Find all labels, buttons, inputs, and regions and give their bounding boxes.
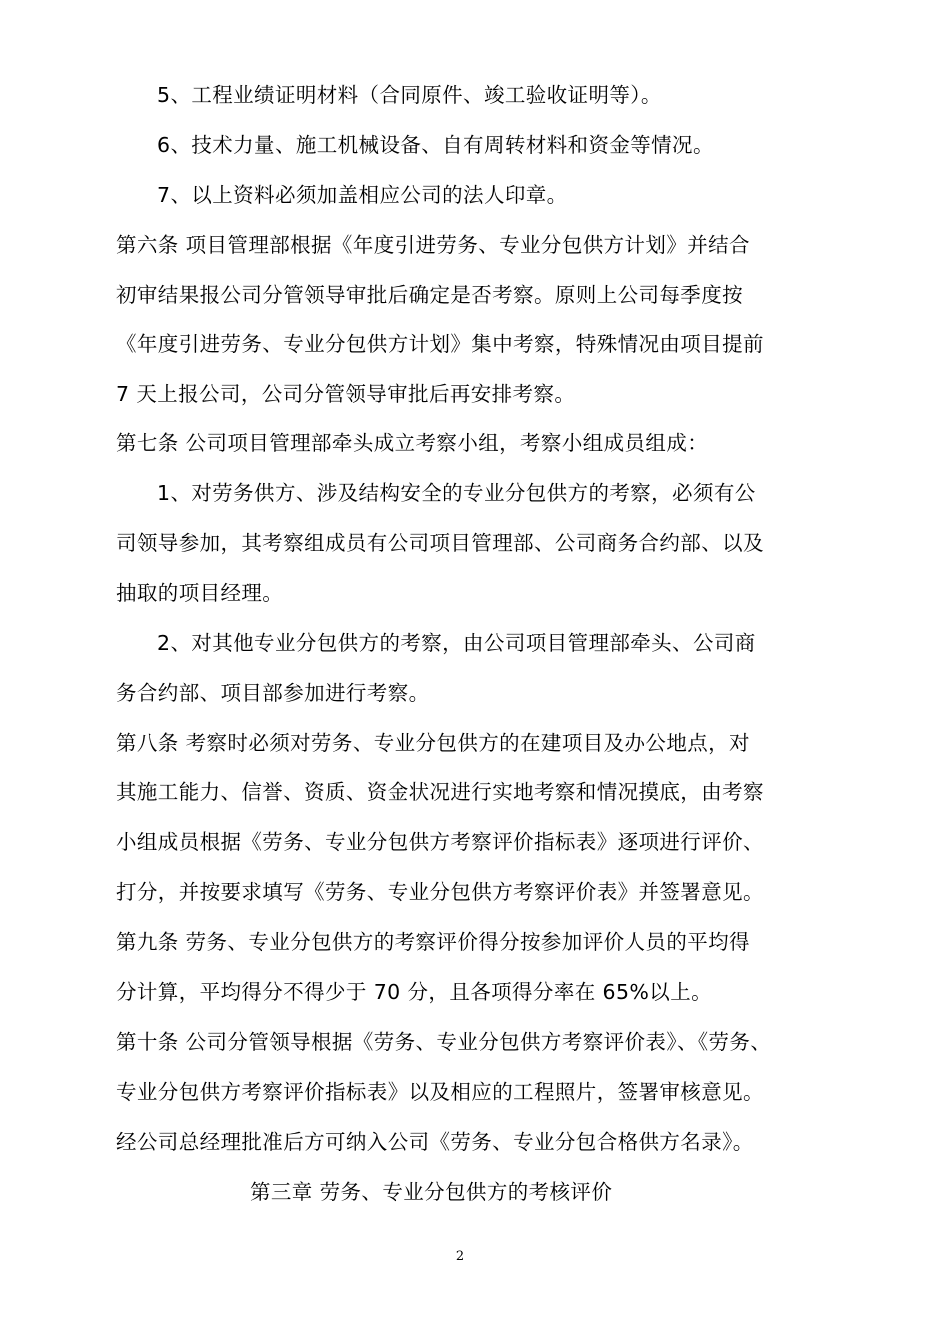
article-7-item-1-line-2: 司领导参加，其考察组成员有公司项目管理部、公司商务合约部、以及 [116, 531, 764, 555]
article-7-item-1-line-1: 1、对劳务供方、涉及结构安全的专业分包供方的考察，必须有公 [157, 481, 756, 505]
article-9-line-2: 分计算，平均得分不得少于 70 分，且各项得分率在 65%以上。 [116, 980, 712, 1004]
list-item-7: 7、以上资料必须加盖相应公司的法人印章。 [157, 183, 568, 207]
article-10-line-3: 经公司总经理批准后方可纳入公司《劳务、专业分包合格供方名录》。 [116, 1130, 754, 1154]
article-6-line-4: 7 天上报公司，公司分管领导审批后再安排考察。 [116, 382, 576, 406]
article-8-line-2: 其施工能力、信誉、资质、资金状况进行实地考察和情况摸底，由考察 [116, 780, 764, 804]
article-8-line-1: 第八条 考察时必须对劳务、专业分包供方的在建项目及办公地点，对 [116, 731, 750, 755]
article-10-line-2: 专业分包供方考察评价指标表》以及相应的工程照片，签署审核意见。 [116, 1080, 764, 1104]
article-7-item-2-line-1: 2、对其他专业分包供方的考察，由公司项目管理部牵头、公司商 [157, 631, 756, 655]
article-7-item-2-line-2: 务合约部、项目部参加进行考察。 [116, 681, 430, 705]
page-number: 2 [455, 1249, 465, 1264]
article-8-line-3: 小组成员根据《劳务、专业分包供方考察评价指标表》逐项进行评价、 [116, 830, 764, 854]
chapter-3-heading: 第三章 劳务、专业分包供方的考核评价 [250, 1180, 613, 1204]
article-7-line-1: 第七条 公司项目管理部牵头成立考察小组，考察小组成员组成： [116, 431, 709, 455]
article-8-line-4: 打分，并按要求填写《劳务、专业分包供方考察评价表》并签署意见。 [116, 880, 764, 904]
article-10-line-1: 第十条 公司分管领导根据《劳务、专业分包供方考察评价表》、《劳务、 [116, 1030, 772, 1054]
article-9-line-1: 第九条 劳务、专业分包供方的考察评价得分按参加评价人员的平均得 [116, 930, 750, 954]
article-6-line-3: 《年度引进劳务、专业分包供方计划》集中考察，特殊情况由项目提前 [116, 332, 764, 356]
article-6-line-1: 第六条 项目管理部根据《年度引进劳务、专业分包供方计划》并结合 [116, 233, 750, 257]
article-6-line-2: 初审结果报公司分管领导审批后确定是否考察。原则上公司每季度按 [116, 283, 743, 307]
list-item-6: 6、技术力量、施工机械设备、自有周转材料和资金等情况。 [157, 133, 714, 157]
article-7-item-1-line-3: 抽取的项目经理。 [116, 581, 284, 605]
list-item-5: 5、工程业绩证明材料（合同原件、竣工验收证明等）。 [157, 83, 662, 107]
